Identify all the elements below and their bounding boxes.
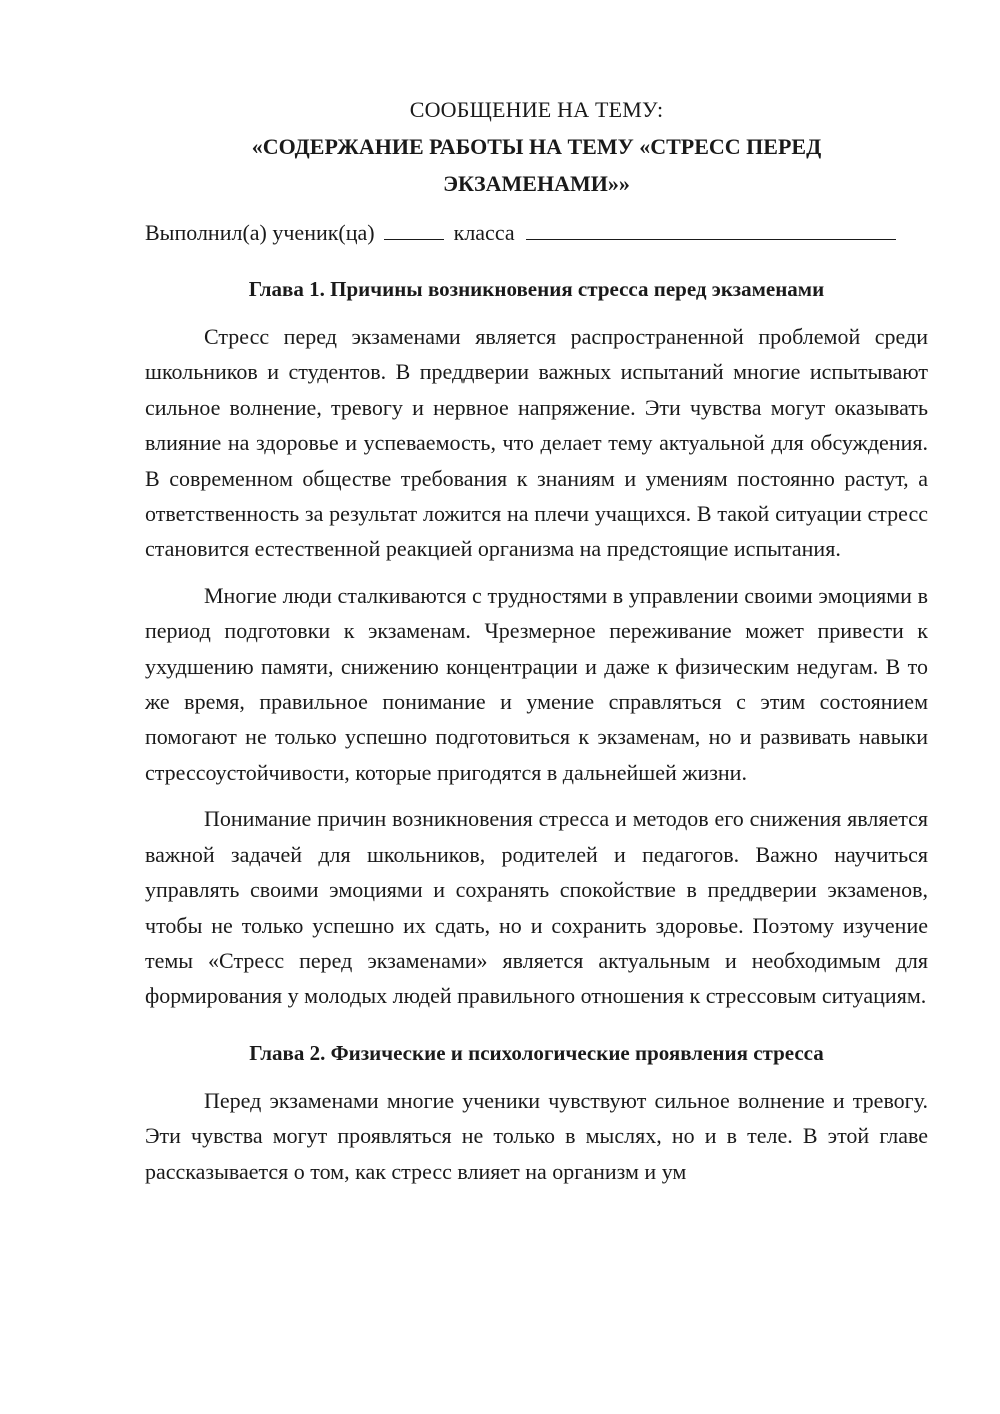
document-title-line-2: ЭКЗАМЕНАМИ»» [443,171,630,196]
chapter-1-paragraph: Стресс перед экзаменами является распространенной проблемой среди школьников и студентов. В преддверии важных испытаний многие испытывают сильное волнение, тревогу и нервное напряжение. Эти чувства могут оказывать влияние на здоровье и успеваемость, что делает тему актуальной для обсуждения. В современном обществе требования к знаниям и умениям постоянно растут, а ответственность за результат ложится на плечи учащихся. В такой ситуации стресс становится естественной реакцией организма на предстоящие испытания. [145,324,928,562]
author-line [145,215,928,250]
chapter-1-heading: Глава 1. Причины возникновения стресса перед экзаменами [248,277,825,301]
chapter-1-paragraph: Многие люди сталкиваются с трудностями в управлении своими эмоциями в период подготовки к экзаменам. Чрезмерное переживание может привести к ухудшению памяти, снижению концентрации и даже к физическим недугам. В то же время, правильное понимание и умение справляться с этим состоянием помогают не только успешно подготовиться к экзаменам, но и развивать навыки стрессоустойчивости, которые пригодятся в дальнейшей жизни. [145,582,928,785]
student-name-blank [526,217,896,240]
chapter-2-paragraph: Перед экзаменами многие ученики чувствуют сильное волнение и тревогу. Эти чувства могут проявляться не только в мыслях, но и в теле. В этой главе рассказывается о том, как стресс влияет на организм и ум [145,1087,928,1184]
class-label: класса [453,220,515,245]
document-title-line-1: «СОДЕРЖАНИЕ РАБОТЫ НА ТЕМУ «СТРЕСС ПЕРЕД [251,134,822,159]
class-number-blank [384,217,444,240]
page-content [145,92,928,1189]
chapter-2-heading: Глава 2. Физические и психологические проявления стресса [249,1040,824,1065]
document-header-label: СООБЩЕНИЕ НА ТЕМУ: [409,97,664,122]
chapter-1-paragraph: Понимание причин возникновения стресса и методов его снижения является важной задачей для школьников, родителей и педагогов. Важно научиться управлять своими эмоциями и сохранять спокойствие в преддверии экзаменов, чтобы не только успешно их сдать, но и сохранить здоровье. Поэтому изучение темы «Стресс перед экзаменами» является актуальным и необходимым для формирования у молодых людей правильного отношения к стрессовым ситуациям. [145,806,928,1009]
performed-by-label: Выполнил(а) ученик(ца) [145,220,375,245]
